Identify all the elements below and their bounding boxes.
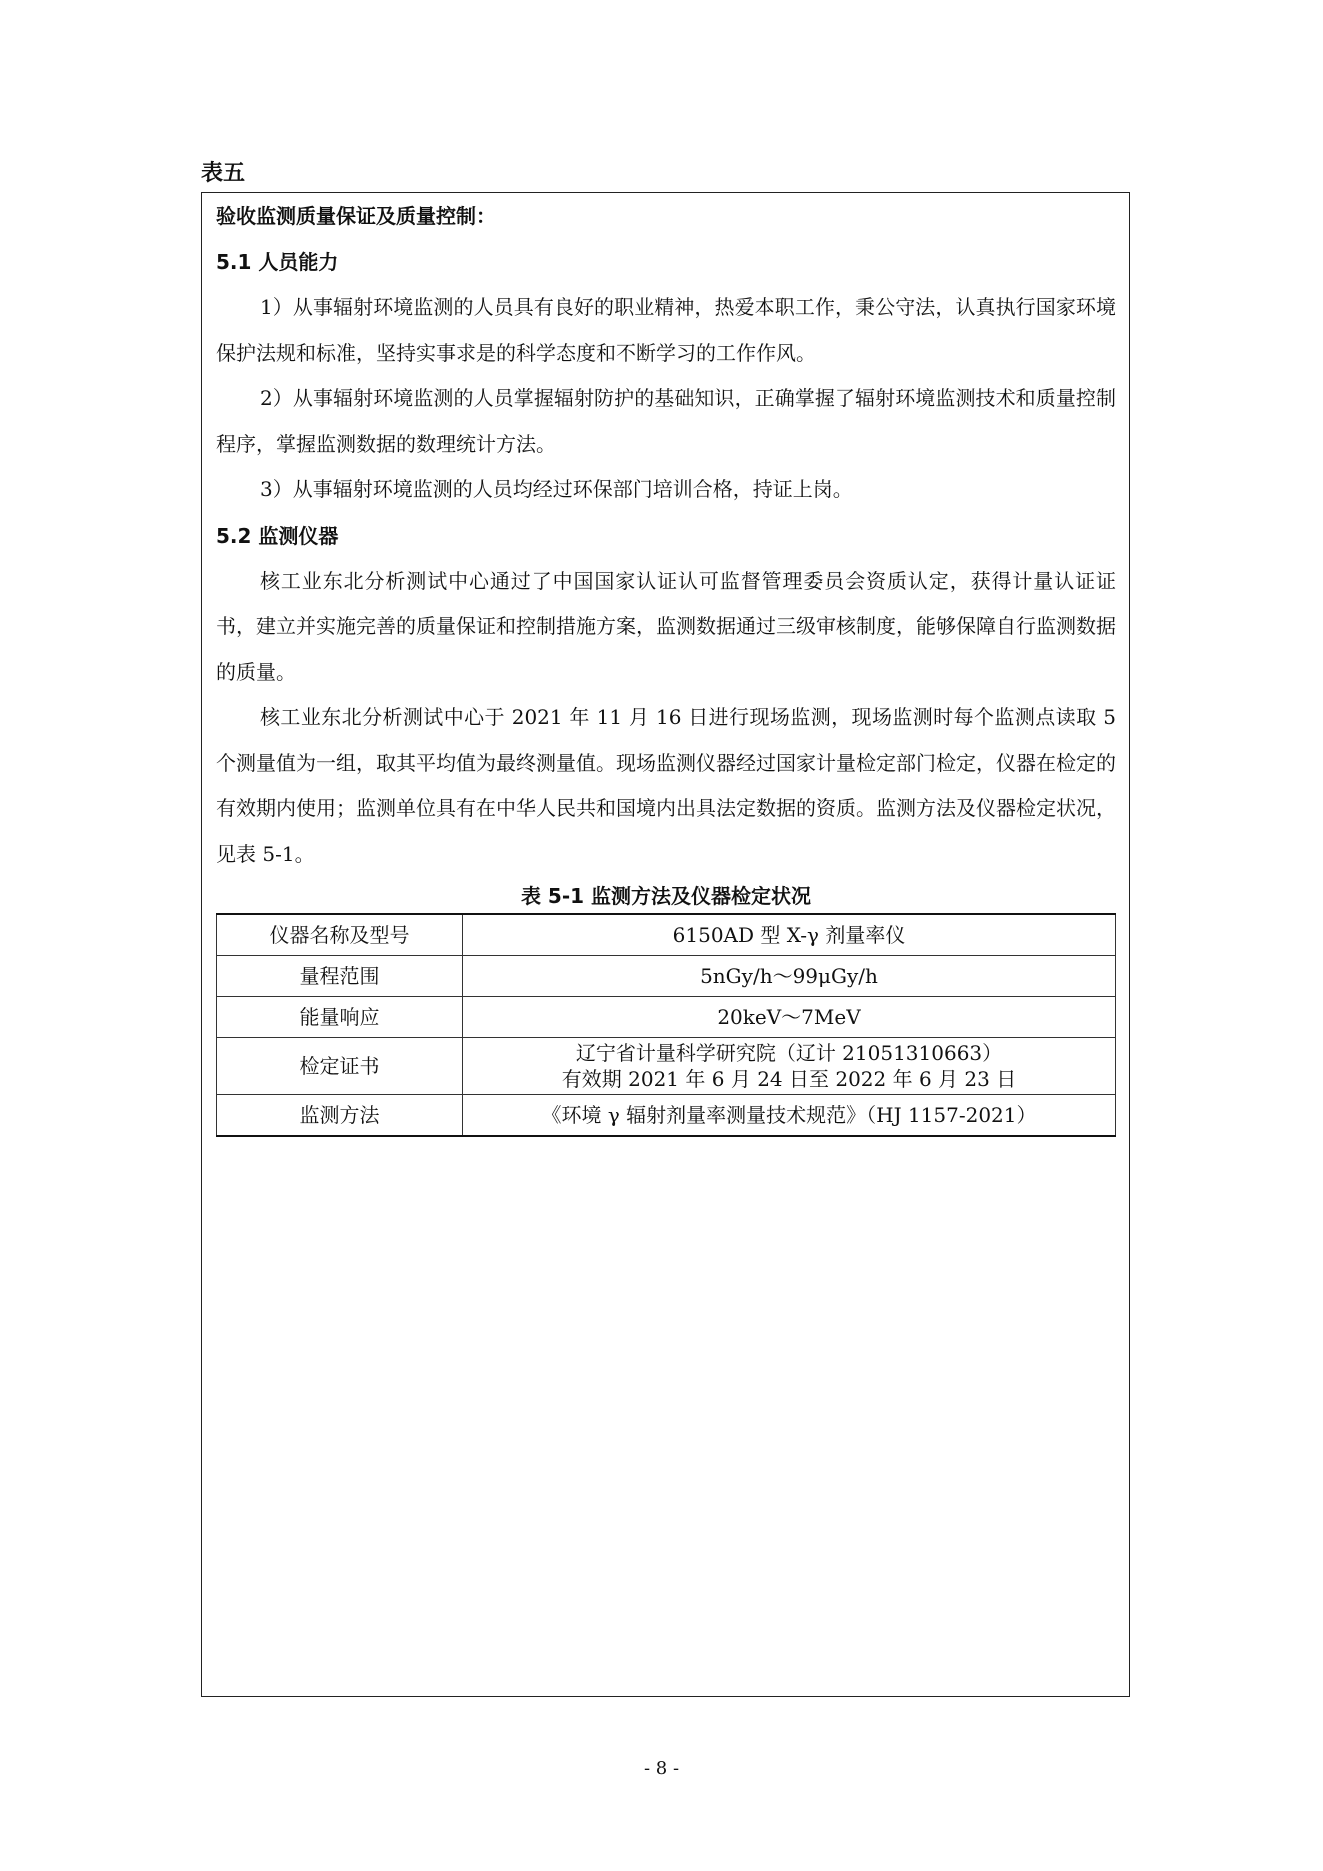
table-label: 表五	[201, 161, 246, 186]
table-row	[217, 1038, 1116, 1095]
certificate-issuer: 辽宁省计量科学研究院（辽计 21051310663）	[575, 1041, 1003, 1065]
row-label: 检定证书	[217, 1038, 463, 1095]
row-value: 《环境 γ 辐射剂量率测量技术规范》（HJ 1157-2021）	[463, 1095, 1116, 1137]
section-heading-personnel: 5.1 人员能力	[216, 250, 339, 274]
box-title: 验收监测质量保证及质量控制：	[216, 204, 496, 228]
paragraph: 1）从事辐射环境监测的人员具有良好的职业精神，热爱本职工作，秉公守法，认真执行国家环境保护法规和标准，坚持实事求是的科学态度和不断学习的工作作风。	[216, 295, 1116, 365]
paragraph: 2）从事辐射环境监测的人员掌握辐射防护的基础知识，正确掌握了辐射环境监测技术和质量控制程序，掌握监测数据的数理统计方法。	[216, 386, 1116, 456]
row-label: 监测方法	[217, 1095, 463, 1137]
row-value: 6150AD 型 X-γ 剂量率仪	[463, 914, 1116, 956]
instrument-spec-table	[216, 913, 1116, 1137]
paragraph: 3）从事辐射环境监测的人员均经过环保部门培训合格，持证上岗。	[260, 477, 853, 501]
table-row	[217, 997, 1116, 1038]
paragraph: 核工业东北分析测试中心于 2021 年 11 月 16 日进行现场监测，现场监测时每个监测点读取 5 个测量值为一组，取其平均值为最终测量值。现场监测仪器经过国家计量检定部门检定，仪器在检定的有效期内使用；监测单位具有在中华人民共和国境内出具法定数据的资质。监测方法及仪器检定状况，见表 5-1。	[216, 705, 1116, 866]
row-value: 5nGy/h～99μGy/h	[463, 956, 1116, 997]
row-label: 量程范围	[217, 956, 463, 997]
certificate-validity: 有效期 2021 年 6 月 24 日至 2022 年 6 月 23 日	[561, 1067, 1017, 1091]
content-frame	[201, 192, 1130, 1697]
page-number: - 8 -	[643, 1758, 680, 1779]
row-value	[463, 1038, 1116, 1095]
row-value: 20keV～7MeV	[463, 997, 1116, 1038]
table-row	[217, 1095, 1116, 1137]
row-label: 仪器名称及型号	[217, 914, 463, 956]
table-row	[217, 914, 1116, 956]
content-body	[216, 193, 1116, 1137]
table-row	[217, 956, 1116, 997]
paragraph: 核工业东北分析测试中心通过了中国国家认证认可监督管理委员会资质认定，获得计量认证证书，建立并实施完善的质量保证和控制措施方案，监测数据通过三级审核制度，能够保障自行监测数据的质量。	[216, 568, 1116, 684]
section-heading-instruments: 5.2 监测仪器	[216, 523, 339, 548]
row-label: 能量响应	[217, 997, 463, 1038]
table-caption: 表 5-1 监测方法及仪器检定状况	[520, 884, 812, 908]
